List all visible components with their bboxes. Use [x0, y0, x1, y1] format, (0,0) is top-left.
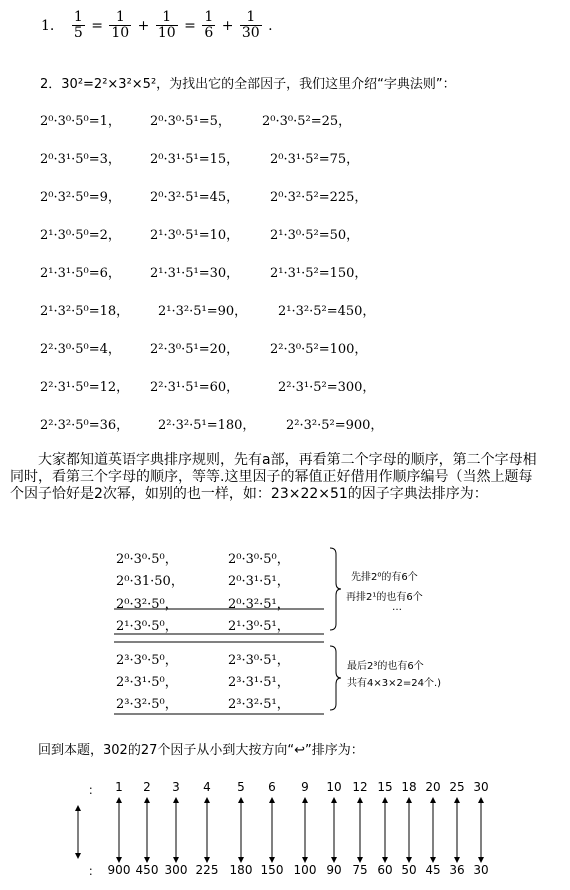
factor-cell: 2⁰·3¹·5⁰=3，	[40, 152, 121, 167]
equals-sign: =	[184, 17, 196, 34]
group1-cell: 2¹·3⁰·5¹，	[228, 619, 290, 634]
factor-cell: 2²·3¹·5¹=60，	[150, 380, 240, 395]
fraction-1-5: $\frac{1}{5}$	[73, 9, 83, 41]
factor-cell: 2²·3²·5²=900，	[286, 418, 384, 433]
pair-top-number: 10	[326, 780, 342, 794]
fraction-1-6: $\frac{1}{6}$	[204, 9, 214, 41]
fraction-1-10-a: $\frac{1}{10}$	[111, 9, 130, 41]
factor-cell: 2⁰·3²·5¹=45，	[150, 190, 240, 205]
factor-cell: 2²·3⁰·5¹=20，	[150, 342, 240, 357]
pair-top-number: 3	[172, 780, 180, 794]
factor-cell: 2¹·3²·5²=450，	[278, 304, 376, 319]
pair-bottom-number: 450	[135, 863, 159, 877]
pair-bottom-number: 225	[195, 863, 219, 877]
plus-sign: +	[221, 17, 234, 34]
group2-cell: 2³·3²·5⁰，	[116, 697, 178, 712]
pair-bottom-number: 45	[425, 863, 441, 877]
factor-cell: 2¹·3¹·5²=150，	[270, 266, 368, 281]
group1-note-2: 再排2¹的也有6个	[346, 592, 423, 603]
equals-sign: =	[91, 17, 103, 34]
pair-bottom-number: 36	[449, 863, 465, 877]
group2-cell: 2³·3¹·5¹，	[228, 675, 290, 690]
pair-top-number: 9	[301, 780, 309, 794]
factor-cell: 2⁰·3¹·5¹=15，	[150, 152, 240, 167]
factor-cell: 2⁰·3²·5²=225，	[270, 190, 368, 205]
group2-cell: 2³·3⁰·5⁰，	[116, 653, 178, 668]
factor-cell: 2²·3⁰·5²=100，	[270, 342, 368, 357]
pair-top-number: 1	[115, 780, 123, 794]
pair-bottom-number: 900	[107, 863, 131, 877]
fraction-1-30: $\frac{1}{30}$	[241, 9, 260, 41]
group1-cell: 2⁰·3²·5⁰，	[116, 597, 178, 612]
pair-top-number: 25	[449, 780, 465, 794]
group2-note-2: 共有4×3×2=24个.)	[347, 678, 442, 689]
factor-cell: 2¹·3¹·5⁰=6，	[40, 266, 121, 281]
group2-cell: 2³·3¹·5⁰，	[116, 675, 178, 690]
factor-cell: 2⁰·3⁰·5⁰=1，	[40, 114, 121, 129]
factor-cell: 2²·3¹·5⁰=12，	[40, 380, 130, 395]
return-text: 回到本题，302的27个因子从小到大按方向“↩”排序为：	[38, 743, 364, 758]
pair-top-number: 2	[143, 780, 151, 794]
factor-cell: 2⁰·3⁰·5¹=5，	[150, 114, 231, 129]
plus-sign: +	[137, 17, 150, 34]
period: .	[268, 17, 273, 34]
factor-cell: 2¹·3⁰·5²=50，	[270, 228, 360, 243]
colon-bottom: ：	[88, 864, 101, 878]
pair-bottom-number: 100	[293, 863, 317, 877]
group2-cell: 2³·3⁰·5¹，	[228, 653, 290, 668]
factor-cell: 2⁰·3²·5⁰=9，	[40, 190, 121, 205]
factor-cell: 2¹·3¹·5¹=30，	[150, 266, 240, 281]
factor-cell: 2¹·3⁰·5¹=10，	[150, 228, 240, 243]
pair-bottom-number: 90	[326, 863, 342, 877]
factor-cell: 2¹·3⁰·5⁰=2，	[40, 228, 121, 243]
group1-cell: 2⁰·3⁰·5⁰，	[228, 552, 290, 567]
pair-bottom-number: 180	[229, 863, 253, 877]
pair-top-number: 5	[237, 780, 245, 794]
group1-cell: 2⁰·31·50，	[116, 574, 184, 589]
factor-cell: 2²·3¹·5²=300，	[278, 380, 376, 395]
colon-top: ：	[88, 783, 101, 797]
pair-top-number: 15	[377, 780, 393, 794]
pair-top-number: 4	[203, 780, 211, 794]
factor-cell: 2²·3²·5⁰=36，	[40, 418, 130, 433]
fraction-1-10-b: $\frac{1}{10}$	[157, 9, 176, 41]
factor-cell: 2¹·3²·5⁰=18，	[40, 304, 130, 319]
pair-top-number: 12	[352, 780, 368, 794]
factor-cell: 2⁰·3¹·5²=75，	[270, 152, 360, 167]
group2-cell: 2³·3²·5¹，	[228, 697, 290, 712]
pair-top-number: 18	[401, 780, 417, 794]
group1-cell: 2¹·3⁰·5⁰，	[116, 619, 178, 634]
group1-note-1: 先排2⁰的有6个	[351, 572, 418, 583]
group2-note-1: 最后2³的也有6个	[347, 661, 424, 672]
pair-bottom-number: 75	[352, 863, 368, 877]
pair-bottom-number: 50	[401, 863, 417, 877]
pair-bottom-number: 300	[164, 863, 188, 877]
group1-cell: 2⁰·3²·5¹，	[228, 597, 290, 612]
pair-bottom-number: 30	[473, 863, 489, 877]
group1-cell: 2⁰·3¹·5¹，	[228, 574, 290, 589]
factor-cell: 2²·3²·5¹=180，	[158, 418, 256, 433]
group1-note-3: …	[392, 602, 402, 613]
pair-top-number: 20	[425, 780, 441, 794]
group1-cell: 2⁰·3⁰·5⁰，	[116, 552, 178, 567]
pair-bottom-number: 150	[260, 863, 284, 877]
explanation-paragraph: 大家都知道英语字典排序规则，先有a部，再看第二个字母的顺序，第二个字母相同时，看第三个字母的顺序，等等.这里因子的幂值正好借用作顺序编号（当然上题每个因子恰好是2次幂，如别的也一样，如：23×22×51的因子字典法排序为：	[10, 452, 537, 502]
factor-cell: 2²·3⁰·5⁰=4，	[40, 342, 121, 357]
pair-top-number: 6	[268, 780, 276, 794]
factor-cell: 2¹·3²·5¹=90，	[158, 304, 248, 319]
item2-intro: 2．30²=2²×3²×5²，为找出它的全部因子，我们这里介绍“字典法则”：	[40, 77, 456, 92]
pair-bottom-number: 60	[377, 863, 393, 877]
item1-label: 1.	[41, 17, 55, 34]
factor-cell: 2⁰·3⁰·5²=25，	[262, 114, 352, 129]
pair-top-number: 30	[473, 780, 489, 794]
